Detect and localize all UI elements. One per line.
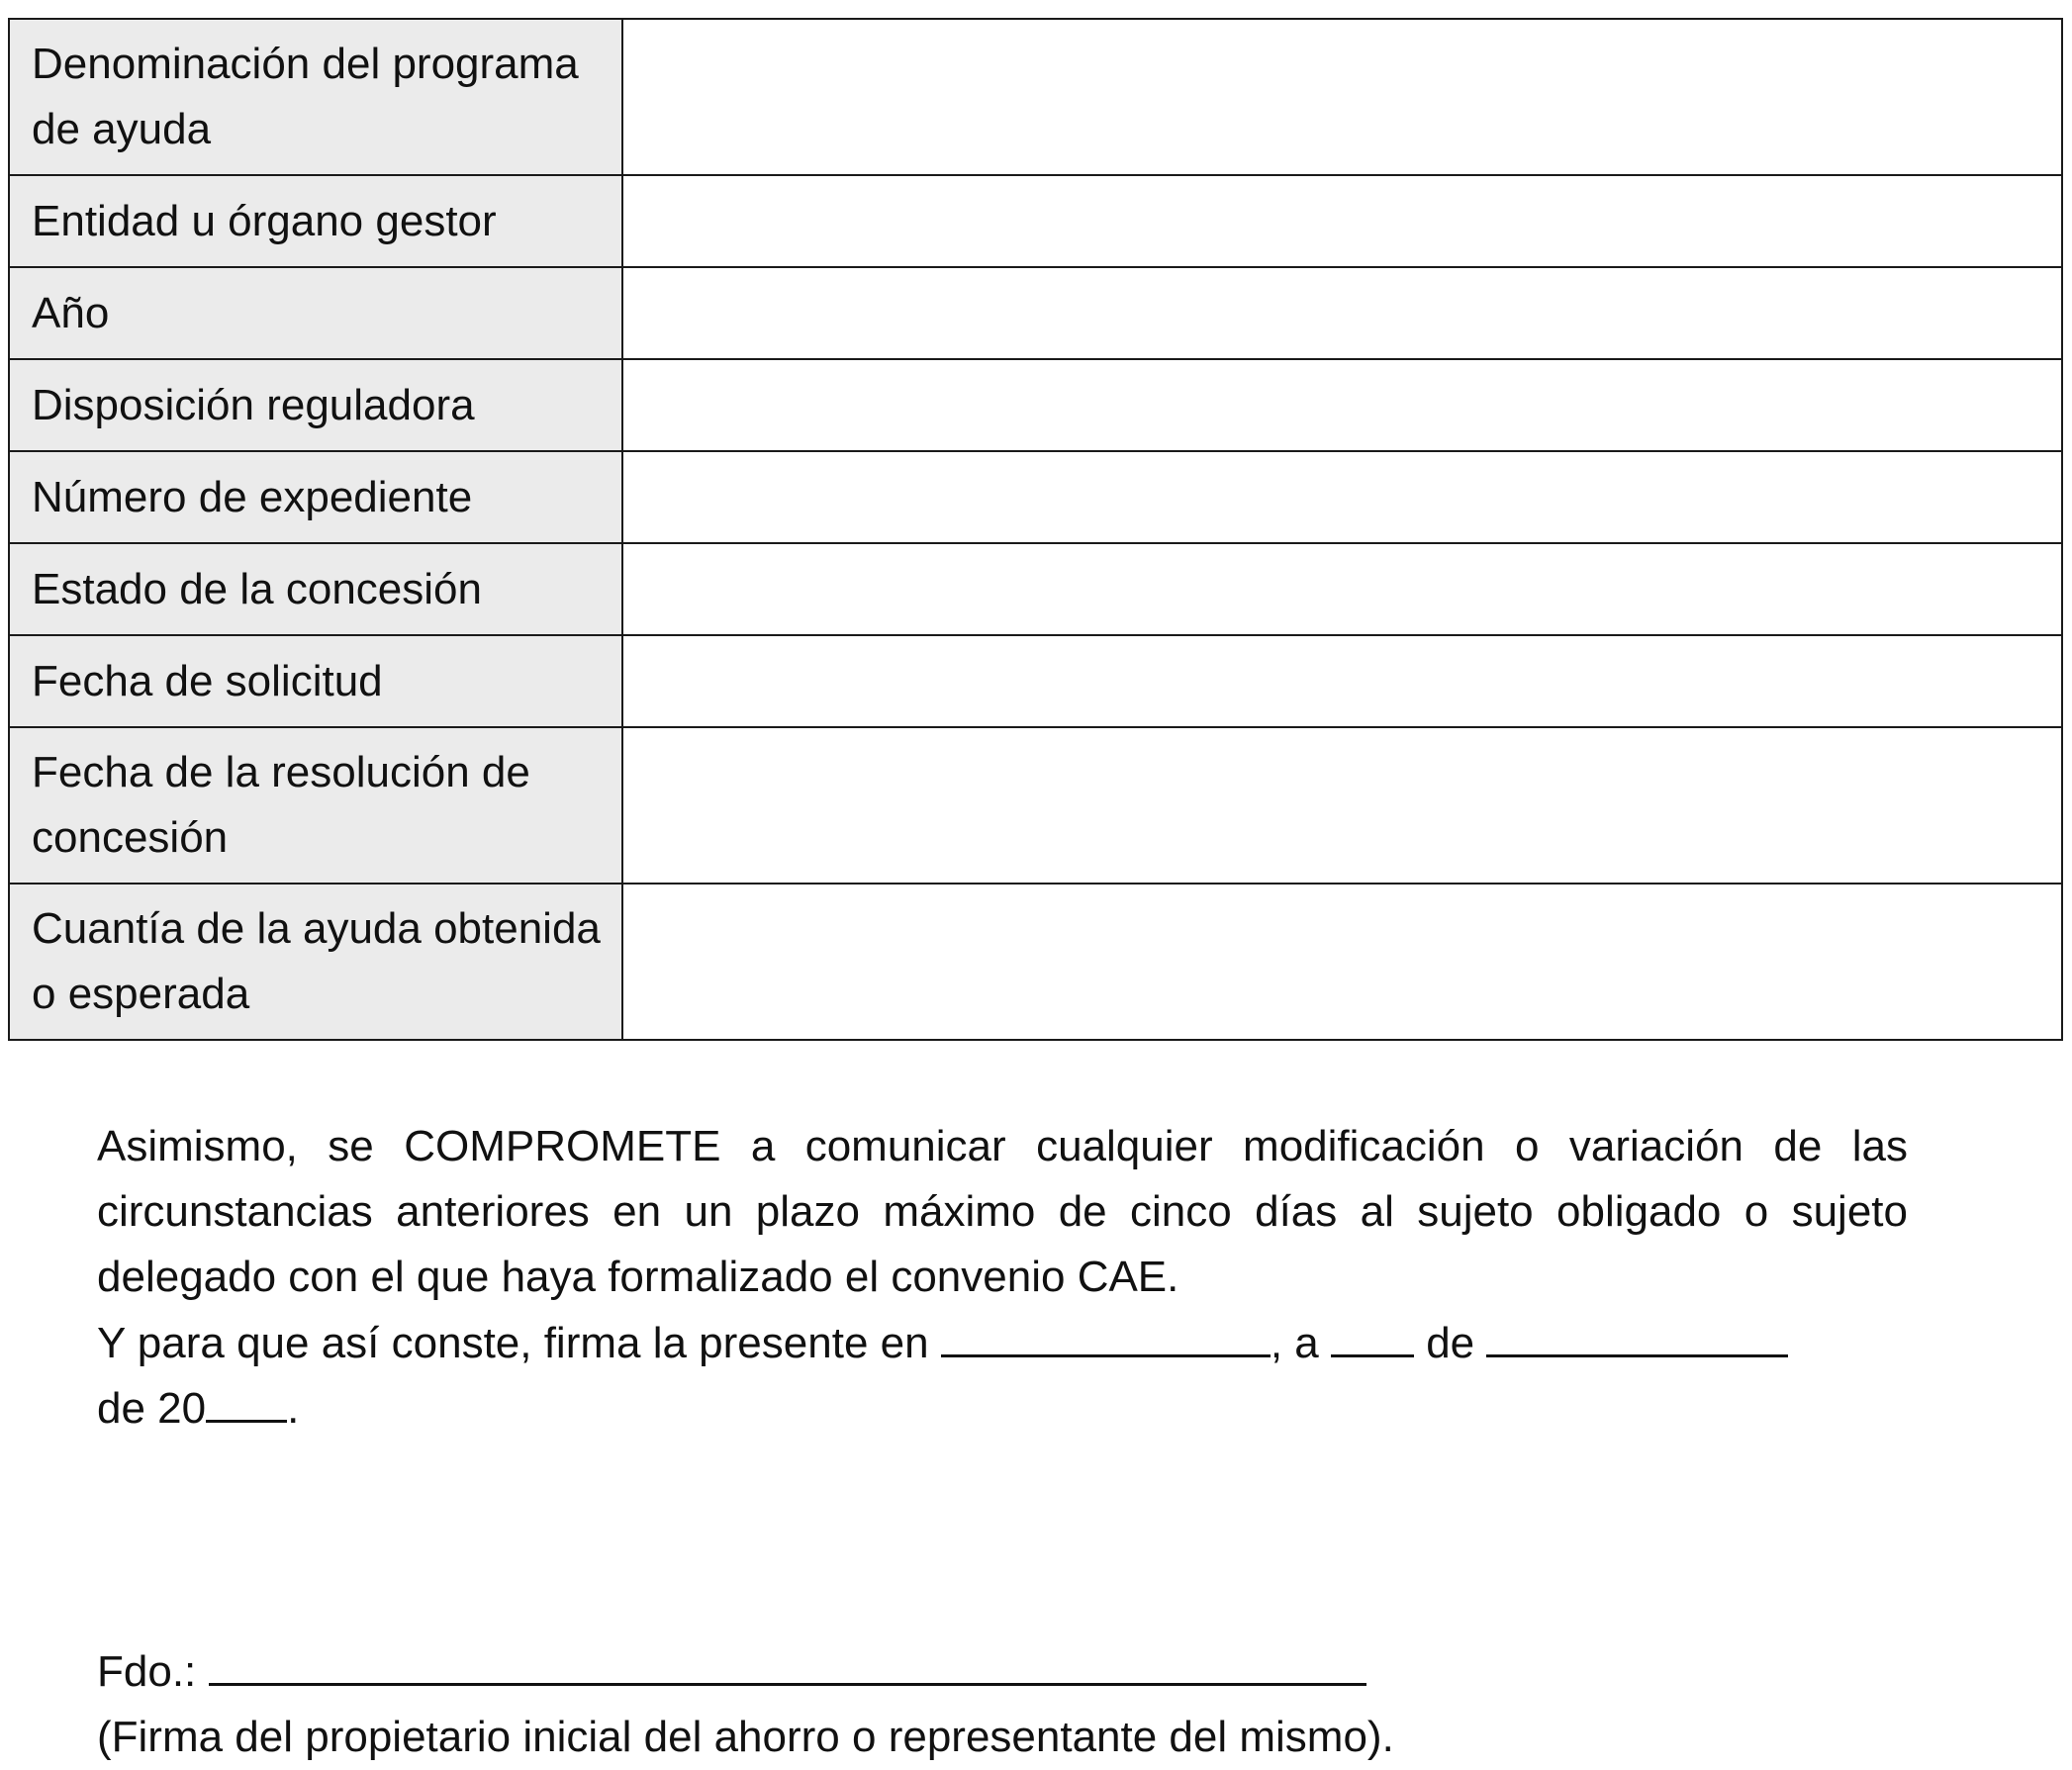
row-label-disposicion [9, 359, 622, 451]
row-value-fecha-resolucion[interactable] [622, 727, 2062, 884]
row-value-disposicion[interactable] [622, 359, 2062, 451]
conste-sep-a: , a [1270, 1319, 1331, 1367]
year-line [97, 1376, 1908, 1442]
place-blank[interactable] [941, 1311, 1271, 1357]
table-row [9, 267, 2062, 359]
row-label-text: Número de expediente [32, 472, 473, 521]
row-label-text: Denominación del programa de ayuda [32, 40, 579, 153]
row-label-ano [9, 267, 622, 359]
table-row [9, 727, 2062, 884]
row-value-cuantia[interactable] [622, 884, 2062, 1040]
row-label-text: Cuantía de la ayuda obtenida o esperada [32, 904, 601, 1018]
row-value-entidad[interactable] [622, 175, 2062, 267]
row-value-fecha-solicitud[interactable] [622, 635, 2062, 727]
row-label-text: Disposición reguladora [32, 380, 475, 429]
row-label-fecha-resolucion [9, 727, 622, 884]
row-label-text: Fecha de solicitud [32, 656, 383, 705]
table-row [9, 175, 2062, 267]
year-prefix-text: de 20 [97, 1384, 207, 1433]
row-label-entidad [9, 175, 622, 267]
row-label-expediente [9, 451, 622, 543]
table-row [9, 543, 2062, 635]
row-label-text: Fecha de la resolución de concesión [32, 748, 530, 862]
row-value-expediente[interactable] [622, 451, 2062, 543]
row-label-fecha-solicitud [9, 635, 622, 727]
table-row [9, 635, 2062, 727]
row-value-estado[interactable] [622, 543, 2062, 635]
row-label-denominacion [9, 19, 622, 175]
month-blank[interactable] [1486, 1311, 1788, 1357]
conste-sep-de: de [1413, 1319, 1487, 1367]
conste-line [97, 1311, 1898, 1376]
day-blank[interactable] [1331, 1311, 1414, 1357]
signature-blank[interactable] [209, 1639, 1366, 1686]
year-blank[interactable] [206, 1376, 287, 1423]
row-label-text: Entidad u órgano gestor [32, 196, 497, 245]
signature-line [97, 1639, 1908, 1705]
row-label-cuantia [9, 884, 622, 1040]
signature-note: (Firma del propietario inicial del ahorro o representante del mismo). [97, 1713, 1394, 1761]
table-row [9, 451, 2062, 543]
conste-lead-text: Y para que así conste, firma la presente en [97, 1319, 941, 1367]
aid-program-table [8, 18, 2063, 1041]
row-label-text: Año [32, 288, 110, 337]
row-label-text: Estado de la concesión [32, 564, 482, 613]
commitment-paragraph: Asimismo, se COMPROMETE a comunicar cualquier modificación o variación de las circunstancias anteriores en un plazo máximo de cinco días al sujeto obligado o sujeto delegado con el que haya formalizado el convenio CAE. [97, 1122, 1908, 1301]
signature-label: Fdo.: [97, 1647, 209, 1696]
table-row [9, 359, 2062, 451]
year-end-text: . [287, 1384, 300, 1433]
table-row [9, 19, 2062, 175]
row-value-denominacion[interactable] [622, 19, 2062, 175]
row-value-ano[interactable] [622, 267, 2062, 359]
row-label-estado [9, 543, 622, 635]
table-row [9, 884, 2062, 1040]
